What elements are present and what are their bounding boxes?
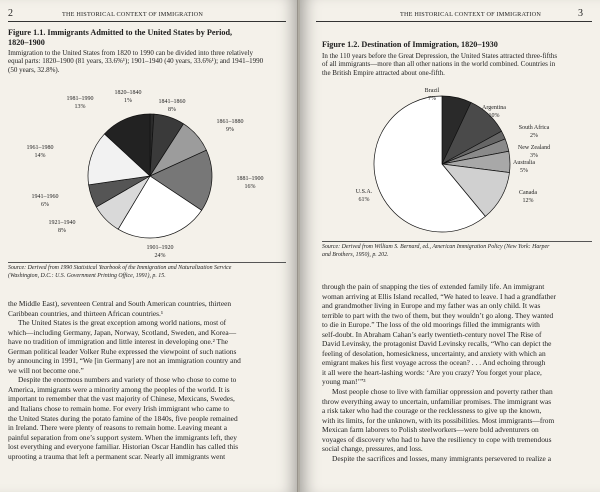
slice-label: Argentina 10% [482,105,506,119]
text-line: and grandmother living in Europe and my father was an only child. It was [322,301,541,311]
text-line: America, immigrants were a minority among the peoples of the world. It is [8,384,230,394]
text-line: the United States during the potato famine of the 1840s, five people remained [8,413,238,423]
text-line: Despite the sacrifices and losses, many immigrants persevered to realize a [332,453,551,463]
text-line: Source: Derived from 1990 Statistical Yearbook of the Immigration and Naturalization Service [8,265,232,271]
slice-label: 1981–1990 13% [66,96,94,110]
figure-caption [8,49,290,74]
text-line: woman arriving at Ellis Island recalled, “We hated to leave. I had a grandfather [322,291,556,301]
left-page [0,0,298,492]
slice-label: 1841–1860 8% [158,99,186,113]
text-line: important to remember that the vast majority of Chinese, Mexicans, Swedes, [8,394,235,404]
slice-label: Canada 12% [519,190,537,204]
figure-title-line: 1820–1900 [8,38,45,47]
text-line: In the 110 years before the Great Depression, the United States attracted three-fifths [322,52,558,60]
text-line: we will not become one.” [8,365,84,375]
text-line: German political leader Volker Ruhe expressed the viewpoint of such nations [8,346,237,356]
text-line: lost everything and everyone familiar. Historian Oscar Handlin has called this [8,442,239,452]
figure-caption [322,52,594,77]
text-line: uprooting a trauma that left a permanent scar. Nearly all immigrants went [8,451,226,461]
text-line: a risk taker who had the courage or the recklessness to give up the known, [322,406,542,416]
slice-label: 1941–1960 6% [31,194,59,208]
figure-source [322,244,594,259]
slice-label: U.S.A. 61% [355,189,373,203]
slice-label: 1901–1920 24% [146,245,174,259]
slice-label: Brazil 7% [424,88,440,102]
slice-label: 1861–1880 9% [216,119,244,133]
text-line: Source: Derived from William S. Bernard, ed., American Immigration Policy (New York: Harper [322,244,550,250]
slice-label: New Zealand 3% [517,145,551,159]
text-line: and Italians chose to remain home. For every Irish immigrant who came to [8,404,230,414]
text-line: Despite the enormous numbers and variety of those who chose to come to [18,375,237,385]
header-rule [8,21,286,22]
slice-label: South Africa 2% [518,125,550,139]
text-line: the Middle East), seventeen Central and South American countries, thirteen [8,299,232,308]
slice-label: 1820–1840 1% [114,90,142,104]
text-line: Immigration to the United States from 1820 to 1990 can be divided into three relatively [8,49,253,57]
text-line: Mexican farm laborers to Polish steelworkers—were bold adventurers on [322,425,539,435]
slice-label: 1921–1940 8% [48,220,76,234]
source-rule [8,262,286,263]
text-line: with its limits, for the unknown, with its possibilities. Most immigrants—from [322,415,555,425]
pie-chart-immigration-destination [320,82,596,240]
body-text [322,282,594,463]
text-line: Caribbean countries, and thirteen African countries.¹ [8,308,164,318]
figure-title: Figure 1.2. Destination of Immigration, 1820–1930 [322,40,498,49]
figure-source [8,265,290,280]
body-text [8,299,290,461]
text-line: self-doubt. In Abraham Cahan’s early twentieth-century novel The Rise of [322,329,542,339]
slice-label: Australia 5% [513,160,535,174]
header-rule [316,21,592,22]
text-line: David Levinsky, the protagonist David Levinsky recalls, “Who can depict the [322,339,552,349]
text-line: terrible to part with the two of them, but they wouldn’t go along. They wanted [322,310,554,320]
figure-title-line: Figure 1.1. Immigrants Admitted to the United States by Period, [8,28,233,37]
source-rule [322,241,592,242]
pie-chart-immigrants-by-period [10,82,290,270]
text-line: painful separation from one’s support system. When the immigrants left, they [8,432,237,442]
text-line: of all immigrants—more than all other nations in the world combined. Countries in [322,60,556,69]
text-line: in Ireland. There were plenty of reasons to remain home. Leaving meant a [8,423,228,433]
text-line: (Washington, D.C.: U.S. Government Printing Office, 1991), p. 15. [8,272,166,279]
text-line: the British Empire attracted about one-fifth. [322,68,445,77]
text-line: which—including Germany, Japan, Norway, Scotland, Sweden, and Korea— [8,327,237,337]
text-line: young man!’”³ [322,377,366,387]
text-line: equal parts: 1820–1900 (81 years, 33.6%¹); 1901–1940 (40 years, 33.6%¹); and 1941–1990 [8,57,264,66]
text-line: have no tradition of immigration and little interest in developing one.² The [8,337,229,347]
text-line: (50 years, 32.8%). [8,65,60,74]
text-line: throw everything away to uncertain, unfamiliar promises. The immigrant was [322,396,552,406]
text-line: through the pain of snapping the ties of extended family life. An immigrant [322,282,545,291]
right-page [300,0,600,492]
text-line: feeling of desolation, homesickness, uncertainty, and anxiety with which an [322,348,546,358]
text-line: Most people chose to live with familiar oppression and poverty rather than [332,387,553,397]
page-number: 2 [8,8,13,19]
text-line: and Brothers, 1950), p. 202. [322,251,389,258]
slice-label: 1881–1900 16% [236,176,264,190]
running-head: THE HISTORICAL CONTEXT OF IMMIGRATION [62,11,203,18]
slice-label: 1961–1980 14% [26,145,54,159]
text-line: voyages of discovery who had to have the resiliency to cope with tremendous [322,434,552,444]
figure-title [8,28,288,48]
page-number: 3 [578,8,583,19]
text-line: The United States is the great exception among world nations, most of [18,318,227,328]
text-line: it all were the heart-lashing words: ‘Are you crazy? You forget your place, [322,367,542,377]
text-line: by announcing in 1991, “We [in Germany] are not an immigration country and [8,356,241,366]
running-head: THE HISTORICAL CONTEXT OF IMMIGRATION [400,11,541,18]
text-line: to die in Europe.” The loss of the old moorings filled the immigrants with [322,320,540,330]
text-line: emigrant makes his first voyage across the ocean? . . . And echoing through [322,358,546,368]
text-line: social change, pressures, and loss. [322,444,423,454]
